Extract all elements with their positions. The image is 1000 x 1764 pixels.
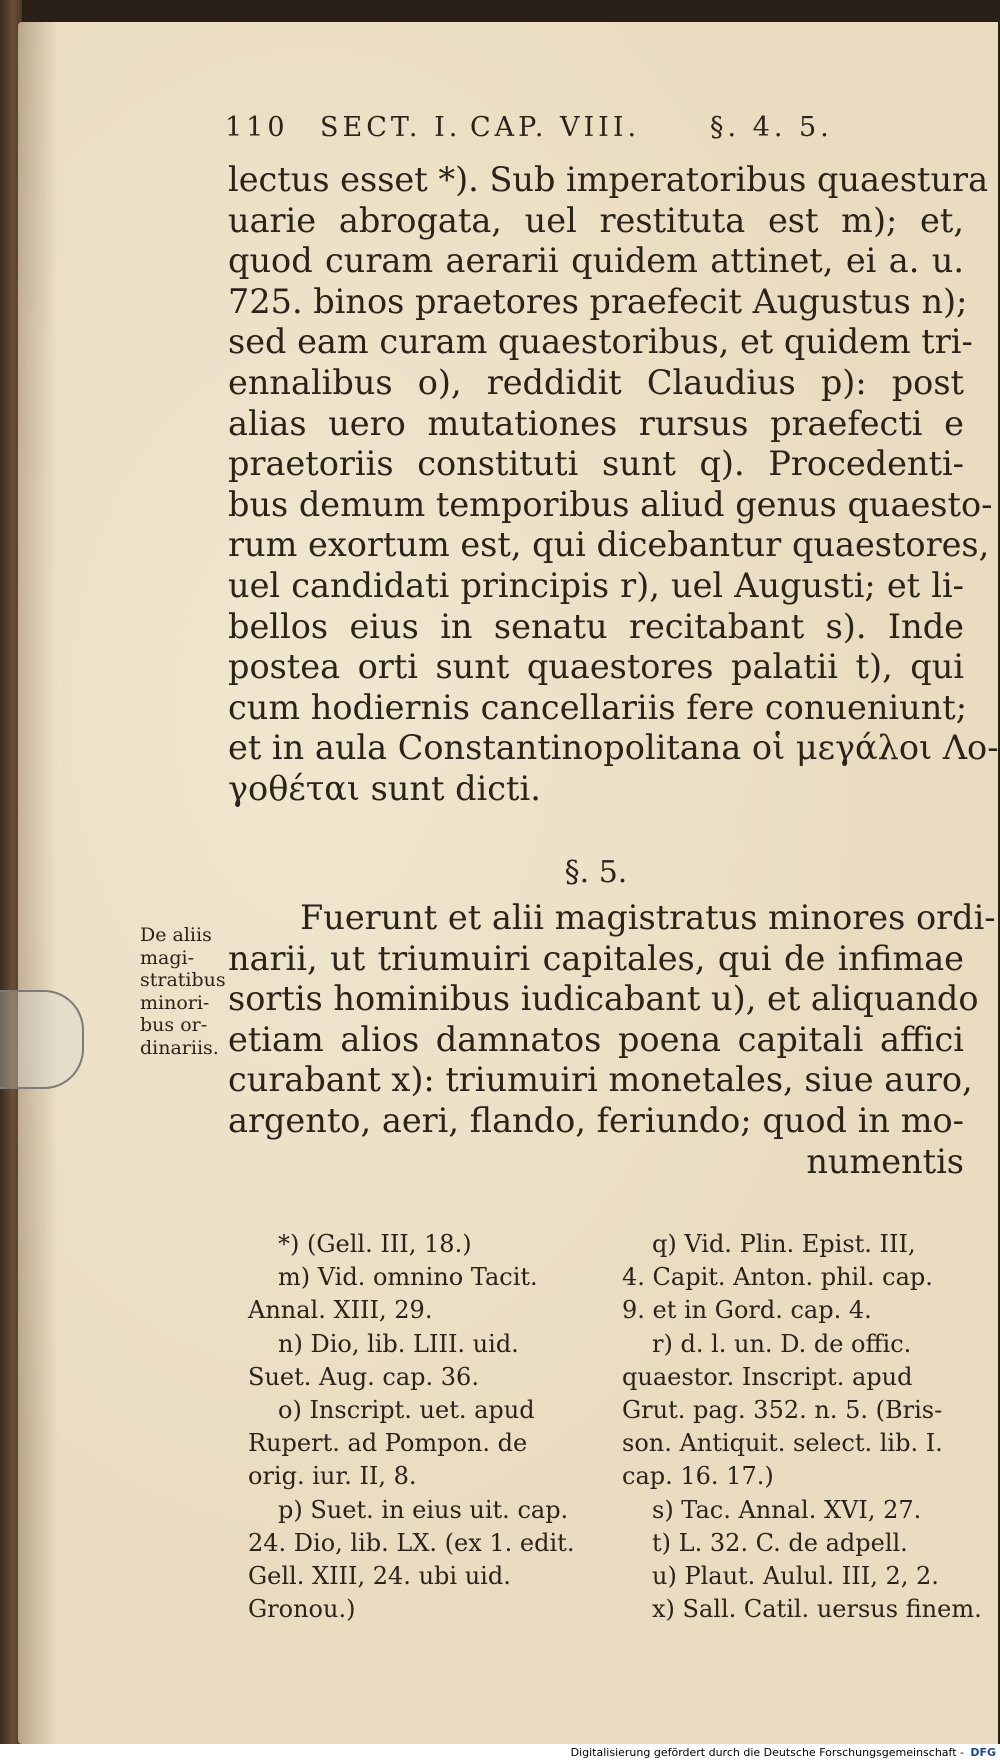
footnote-line: o) Inscript. uet. apud <box>278 1396 535 1425</box>
footnote-line: cap. 16. 17.) <box>622 1462 774 1491</box>
header-section: SECT. I. <box>320 112 462 143</box>
margin-note-line: magi- <box>140 946 195 969</box>
text-line: ennalibus o), reddidit Claudius p): post <box>228 362 964 402</box>
text-line: cum hodiernis cancellariis fere conueniunt; <box>228 687 968 727</box>
footnote-line: Gronou.) <box>248 1595 356 1624</box>
text-line: lectus esset *). Sub imperatoribus quaestura <box>228 160 989 199</box>
margin-note-line: stratibus <box>140 969 226 991</box>
text-line: argento, aeri, flando, feriundo; quod in mo- <box>228 1100 964 1140</box>
text-line: bus demum temporibus aliud genus quaesto- <box>228 484 993 524</box>
text-line: Fuerunt et alii magistratus minores ordi- <box>300 898 996 937</box>
footnote-line: Grut. pag. 352. n. 5. (Bris- <box>622 1396 943 1425</box>
margin-note-line: dinariis. <box>140 1036 219 1059</box>
text-line: praetoriis constituti sunt q). Procedenti- <box>228 444 964 484</box>
text-line: etiam alios damnatos poena capitali affici <box>228 1019 964 1059</box>
footnote-line: Annal. XIII, 29. <box>248 1296 433 1325</box>
text-line: rum exortum est, qui dicebantur quaestores, <box>228 525 990 565</box>
page-clip-tab <box>0 990 84 1089</box>
footnote-line: t) L. 32. C. de adpell. <box>652 1528 908 1557</box>
footnote-line: son. Antiquit. select. lib. I. <box>622 1429 943 1458</box>
footnote-line: *) (Gell. III, 18.) <box>278 1230 472 1258</box>
text-line: et in aula Constantinopolitana οἱ μεγάλοι Λο- <box>228 728 999 768</box>
header-paragraphs: §. 4. 5. <box>710 112 833 143</box>
margin-note <box>140 924 240 1059</box>
header-chapter: CAP. VIII. <box>470 112 641 143</box>
text-line: curabant x): triumuiri monetales, siue auro, <box>228 1060 973 1100</box>
footnote-line: p) Suet. in eius uit. cap. <box>278 1495 569 1524</box>
catchword: numentis <box>806 1141 964 1181</box>
margin-note-line: minori- <box>140 991 210 1014</box>
text-line: 725. binos praetores praefecit Augustus n); <box>228 281 968 321</box>
text-line: postea orti sunt quaestores palatii t), qui <box>228 647 964 687</box>
footnote-line: orig. iur. II, 8. <box>248 1462 417 1491</box>
dfg-logo: DFG <box>970 1746 996 1759</box>
page-number: 110 <box>225 112 289 143</box>
text-line: sed eam curam quaestoribus, et quidem tri- <box>228 322 973 362</box>
margin-note-line: bus or- <box>140 1014 208 1036</box>
footnote-line: r) d. l. un. D. de offic. <box>652 1329 912 1358</box>
text-line: uarie abrogata, uel restituta est m); et, <box>228 200 964 240</box>
footnote-line: 9. et in Gord. cap. 4. <box>622 1296 872 1325</box>
text-line: γοθέται sunt dicti. <box>228 768 541 808</box>
footnote-line: Rupert. ad Pompon. de <box>248 1429 528 1458</box>
text-line: bellos eius in senatu recitabant s). Inde <box>228 606 964 646</box>
footnotes-left <box>248 1228 590 1626</box>
footnote-line: u) Plaut. Aulul. III, 2, 2. <box>652 1562 939 1591</box>
footnote-line: Suet. Aug. cap. 36. <box>248 1362 479 1391</box>
text-line: sortis hominibus iudicabant u), et aliquando <box>228 979 979 1019</box>
main-text-block-2 <box>228 898 996 1182</box>
text-line: quod curam aerarii quidem attinet, ei a. u. <box>228 241 964 281</box>
section-heading: §. 5. <box>564 855 628 890</box>
footnote-line: q) Vid. Plin. Epist. III, <box>652 1230 916 1258</box>
footnote-line: n) Dio, lib. LIII. uid. <box>278 1329 519 1358</box>
footnote-line: quaestor. Inscript. apud <box>622 1362 913 1391</box>
text-line: alias uero mutationes rursus praefecti e <box>228 403 964 443</box>
footnotes-right <box>622 1228 982 1626</box>
footnote-line: Gell. XIII, 24. ubi uid. <box>248 1562 511 1591</box>
footnote-line: m) Vid. omnino Tacit. <box>278 1263 538 1292</box>
text-line: uel candidati principis r), uel Augusti; et li- <box>228 565 964 605</box>
footer-credit: Digitalisierung gefördert durch die Deutsche Forschungsgemeinschaft - <box>570 1746 964 1759</box>
footnote-line: x) Sall. Catil. uersus finem. <box>652 1595 982 1624</box>
digitization-footer <box>0 1744 1000 1764</box>
footnote-line: 4. Capit. Anton. phil. cap. <box>622 1263 933 1292</box>
margin-note-line: De aliis <box>140 924 212 946</box>
footnote-line: s) Tac. Annal. XVI, 27. <box>652 1495 922 1524</box>
text-line: narii, ut triumuiri capitales, qui de infimae <box>228 938 964 978</box>
main-text-block <box>228 160 999 810</box>
footnote-line: 24. Dio, lib. LX. (ex 1. edit. <box>248 1528 575 1557</box>
